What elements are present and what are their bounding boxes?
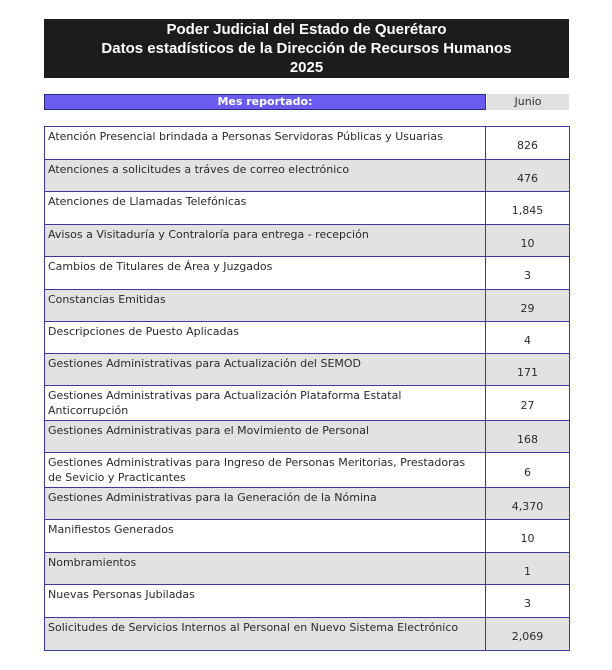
row-value: 3 — [486, 257, 570, 290]
row-value: 1 — [486, 553, 570, 585]
row-label: Gestiones Administrativas para el Movimiento de Personal — [45, 421, 486, 453]
row-value: 6 — [486, 453, 570, 488]
report-year: 2025 — [289, 59, 324, 76]
table-row — [45, 585, 570, 618]
row-label: Gestiones Administrativas para Actualización del SEMOD — [45, 354, 486, 386]
row-value: 10 — [486, 520, 570, 553]
table-row — [45, 192, 570, 225]
table-row — [45, 290, 570, 322]
table-row — [45, 421, 570, 453]
table-row — [45, 354, 570, 386]
table-row — [45, 618, 570, 651]
row-value: 826 — [486, 127, 570, 160]
row-label: Atención Presencial brindada a Personas Servidoras Públicas y Usuarias — [45, 127, 486, 160]
table-row — [45, 160, 570, 192]
reported-month-value: Junio — [487, 94, 569, 110]
row-value: 2,069 — [486, 618, 570, 651]
row-label: Solicitudes de Servicios Internos al Personal en Nuevo Sistema Electrónico — [45, 618, 486, 651]
row-label: Nombramientos — [45, 553, 486, 585]
row-value: 171 — [486, 354, 570, 386]
table-row — [45, 453, 570, 488]
table-row — [45, 386, 570, 421]
row-label: Atenciones a solicitudes a tráves de correo electrónico — [45, 160, 486, 192]
table-row — [45, 553, 570, 585]
report-title: Datos estadísticos de la Dirección de Recursos Humanos — [101, 40, 512, 57]
report-header-banner — [44, 19, 569, 78]
row-value: 168 — [486, 421, 570, 453]
table-row — [45, 520, 570, 553]
statistics-table-body — [45, 127, 570, 651]
row-value: 1,845 — [486, 192, 570, 225]
row-label: Atenciones de Llamadas Telefónicas — [45, 192, 486, 225]
row-label: Avisos a Visitaduría y Contraloría para entrega - recepción — [45, 225, 486, 257]
row-label: Gestiones Administrativas para Ingreso de Personas Meritorias, Prestadoras de Sevicio y Practicantes — [45, 453, 486, 488]
row-label: Cambios de Titulares de Área y Juzgados — [45, 257, 486, 290]
row-label: Descripciones de Puesto Aplicadas — [45, 322, 486, 354]
row-label: Gestiones Administrativas para Actualización Plataforma Estatal Anticorrupción — [45, 386, 486, 421]
row-label: Constancias Emitidas — [45, 290, 486, 322]
row-value: 476 — [486, 160, 570, 192]
table-row — [45, 127, 570, 160]
row-value: 4,370 — [486, 488, 570, 520]
row-label: Manifiestos Generados — [45, 520, 486, 553]
table-row — [45, 257, 570, 290]
table-row — [45, 225, 570, 257]
row-value: 29 — [486, 290, 570, 322]
table-row — [45, 488, 570, 520]
row-label: Nuevas Personas Jubiladas — [45, 585, 486, 618]
row-value: 27 — [486, 386, 570, 421]
statistics-table — [44, 126, 570, 651]
row-value: 10 — [486, 225, 570, 257]
row-value: 3 — [486, 585, 570, 618]
row-value: 4 — [486, 322, 570, 354]
institution-title: Poder Judicial del Estado de Querétaro — [166, 21, 447, 38]
row-label: Gestiones Administrativas para la Generación de la Nómina — [45, 488, 486, 520]
table-row — [45, 322, 570, 354]
reported-month-label: Mes reportado: — [44, 94, 486, 110]
